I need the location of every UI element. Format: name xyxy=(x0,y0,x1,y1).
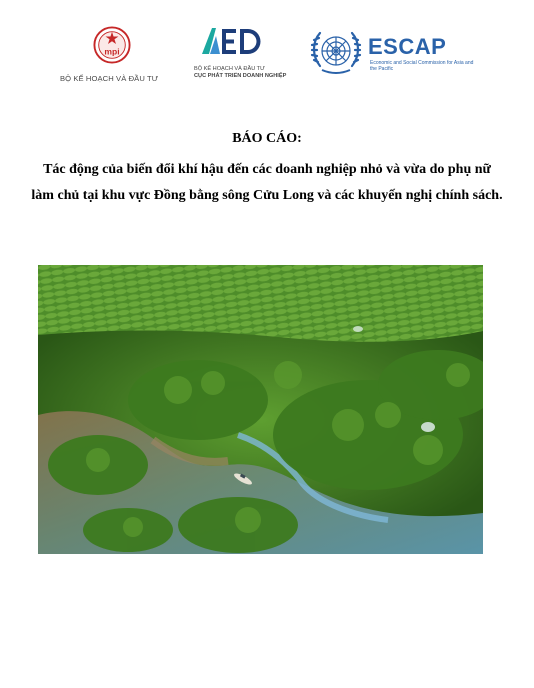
report-title xyxy=(8,157,526,209)
logo-bar xyxy=(0,22,534,92)
aed-caption-ministry: BỘ KẾ HOẠCH VÀ ĐẦU TƯ xyxy=(194,66,265,72)
cover-photo xyxy=(38,265,483,554)
un-emblem-icon xyxy=(308,26,364,80)
escap-name: ESCAP xyxy=(368,34,447,59)
mpi-emblem-icon xyxy=(93,26,131,64)
report-title-line-2: làm chủ tại khu vực Đồng bằng sông Cửu Long và các khuyến nghị chính sách. xyxy=(31,188,503,203)
aed-caption-agency: CỤC PHÁT TRIỂN DOANH NGHIỆP xyxy=(194,73,287,79)
report-title-line-1: Tác động của biến đổi khí hậu đến các doanh nghiệp nhỏ và vừa do phụ nữ xyxy=(43,162,491,177)
mpi-caption: BỘ KẾ HOẠCH VÀ ĐẦU TƯ xyxy=(60,74,159,83)
aed-logo-icon xyxy=(200,26,262,56)
svg-text:mpi: mpi xyxy=(104,46,120,57)
report-label: BÁO CÁO: xyxy=(232,131,302,146)
escap-subtitle: Economic and Social Commission for Asia and the Pacific xyxy=(370,60,474,72)
